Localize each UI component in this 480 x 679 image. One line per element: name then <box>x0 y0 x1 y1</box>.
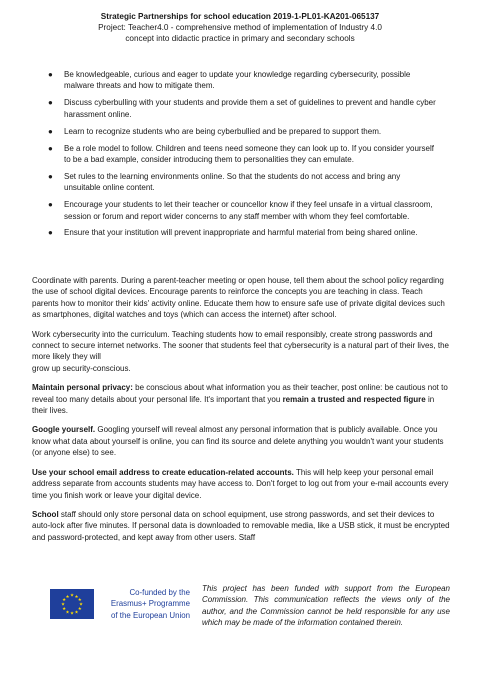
guidelines-list <box>48 69 436 244</box>
erasmus-cofunding-logo-text <box>98 587 190 621</box>
school-text: staff should only store personal data on school equipment, use strong passwords, and set their devices to auto-lock after five minutes. If personal data is downloaded to removable media, like a USB stick, it must be encrypted and password-protected, and kept away from other users. Staff <box>32 509 450 542</box>
list-item-text: Ensure that your institution will prevent inappropriate and harmful material from being shared online. <box>64 228 418 238</box>
list-item-text: Be knowledgeable, curious and eager to update your knowledge regarding cybersecurity, possible malware threats and how to mitigate them. <box>64 70 411 91</box>
list-item-text: Encourage your students to let their teacher or councellor know if they feel unsafe in a virtual classroom, session or forum and report wider concerns to any staff member with whom they feel comfortable. <box>64 200 433 221</box>
flag-star-icon: ★ <box>65 609 70 615</box>
list-item <box>48 97 436 120</box>
flag-star-icon: ★ <box>62 597 67 603</box>
bullet-icon: ● <box>48 228 53 238</box>
document-footer <box>0 583 480 643</box>
list-item <box>48 171 436 194</box>
flag-star-icon: ★ <box>74 609 79 615</box>
paragraph-parents: Coordinate with parents. During a parent-teacher meeting or open house, tell them about the school policy regarding the use of school digital devices. Encourage parents to reinforce the concepts you are teaching in class. Teach parents how to monitor their kids' activity online. Educate them how to ensure safe use of private digital devices such as smartphones, digital watches and toys (which can access the internet) after school. <box>32 276 445 320</box>
flag-star-icon: ★ <box>69 610 75 616</box>
bullet-icon: ● <box>48 126 53 136</box>
cofund-line: Erasmus+ Programme <box>110 599 190 609</box>
list-item <box>48 143 436 166</box>
privacy-emphasis: remain a trusted and respected figure <box>282 394 426 404</box>
list-item <box>48 227 436 238</box>
funding-disclaimer: This project has been funded with support from the European Commission. This communication reflects the views only of the author, and the Commission cannot be held responsible for any use which may be made of the information contained therein. <box>202 584 450 627</box>
email-heading: Use your school email address to create education-related accounts. <box>32 467 294 477</box>
list-item-text: Learn to recognize students who are being cyberbullied and be prepared to support them. <box>64 126 382 136</box>
paragraph-school <box>32 509 450 543</box>
curriculum-text: Work cybersecurity into the curriculum. Teaching students how to email responsibly, create strong passwords and connect to secure internet networks. The sooner that students feel that cybersecurity is a natural part of their lives, the more likely they will <box>32 329 449 362</box>
paragraph-privacy <box>32 382 450 416</box>
privacy-text: be conscious about what information you as their teacher, post online: be cautious not to reveal too many details about your personal life. It's important that you <box>32 383 448 404</box>
list-item <box>48 69 436 92</box>
paragraph-google <box>32 424 450 458</box>
cofund-line: of the European Union <box>111 610 190 620</box>
flag-star-icon: ★ <box>62 606 67 612</box>
google-heading: Google yourself. <box>32 425 96 435</box>
list-item-text: Be a role model to follow. Children and teens need someone they can look up to. If you consider yourself to be a bad example, consider introducing them to personalities they can emulate. <box>64 143 434 164</box>
paragraph-curriculum <box>32 329 450 375</box>
eu-flag-icon <box>50 589 94 619</box>
bullet-icon: ● <box>48 70 53 79</box>
privacy-text-end: in their lives. <box>32 394 435 416</box>
flag-star-icon: ★ <box>65 593 70 599</box>
flag-star-icon: ★ <box>60 601 66 607</box>
google-text: Googling yourself will reveal almost any personal information that is publicly available. Once you know what data about yourself is online, you can find its source and delete anything you wouldn't want your students (or anyone else) to see. <box>32 425 444 458</box>
bullet-icon: ● <box>48 98 53 108</box>
bullet-icon: ● <box>48 200 53 210</box>
list-item-text: Discuss cyberbulling with your students and provide them a set of guidelines to prevent and handle cyber harassment online. <box>64 98 436 119</box>
flag-star-icon: ★ <box>77 597 82 603</box>
flag-star-icon: ★ <box>74 593 79 599</box>
list-item-text: Set rules to the learning environments online. So that the students do not access and bring any unsuitable online content. <box>64 171 401 193</box>
document-header <box>0 11 480 44</box>
privacy-heading: Maintain personal privacy: <box>32 383 133 393</box>
cofund-line: Co-funded by the <box>129 588 190 597</box>
header-subtitle-line2: concept into didactic practice in primary and secondary schools <box>125 34 355 43</box>
paragraph-email <box>32 467 450 501</box>
header-subtitle-line1: Project: Teacher4.0 - comprehensive method of implementation of Industry 4.0 <box>98 23 382 32</box>
bullet-icon: ● <box>48 143 53 153</box>
list-item <box>48 199 436 222</box>
flag-star-icon: ★ <box>77 606 82 612</box>
list-item <box>48 126 436 137</box>
flag-star-icon: ★ <box>78 601 84 607</box>
email-text: This will help keep your personal email address separate from accounts students may have access to. Don't forget to log out from your e-mail accounts every time you finish work or leave your digital device. <box>32 467 449 500</box>
curriculum-text-end: grow up security-conscious. <box>32 363 131 373</box>
bullet-icon: ● <box>48 171 53 181</box>
flag-star-icon: ★ <box>69 592 75 598</box>
body-text <box>32 275 450 551</box>
header-title: Strategic Partnerships for school education 2019-1-PL01-KA201-065137 <box>100 12 380 21</box>
school-heading: School <box>32 509 59 519</box>
